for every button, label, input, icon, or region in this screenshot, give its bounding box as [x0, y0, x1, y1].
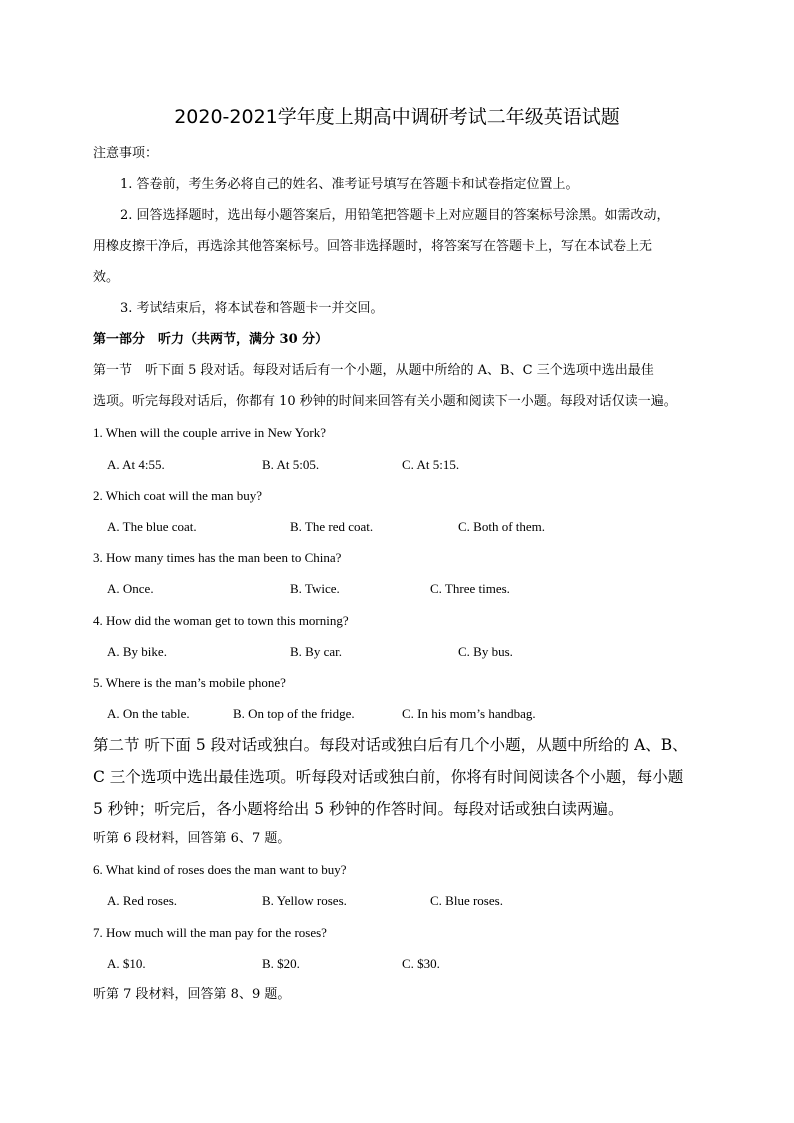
material-7-instruction: 听第 7 段材料，回答第 8、9 题。 [93, 987, 291, 1002]
question-6-option-b: B. Yellow roses. [262, 893, 347, 908]
question-2-option-b: B. The red coat. [290, 519, 374, 534]
question-1-option-c: C. At 5:15. [402, 457, 460, 472]
question-4-option-b: B. By car. [290, 644, 342, 659]
question-2-option-a: A. The blue coat. [107, 519, 197, 534]
notice-item-3: 3. 考试结束后，将本试卷和答题卡一并交回。 [120, 301, 384, 316]
question-5-option-a: A. On the table. [107, 706, 190, 721]
question-5: 5. Where is the man’s mobile phone? [93, 675, 286, 690]
question-6-option-a: A. Red roses. [107, 893, 178, 908]
question-5-option-c: C. In his mom’s handbag. [402, 706, 536, 721]
question-6-option-c: C. Blue roses. [430, 893, 503, 908]
question-1: 1. When will the couple arrive in New York? [93, 425, 326, 440]
notice-item-1: 1. 答卷前，考生务必将自己的姓名、准考证号填写在答题卡和试卷指定位置上。 [120, 177, 579, 192]
question-4: 4. How did the woman get to town this morning? [93, 613, 349, 628]
notice-item-2-line-1: 2. 回答选择题时，选出每小题答案后，用铅笔把答题卡上对应题目的答案标号涂黑。如需改动， [120, 208, 670, 223]
section2-instructions-line-1: 第二节 听下面 5 段对话或独白。每段对话或独白后有几个小题，从题中所给的 A、B、 [93, 736, 688, 754]
question-7: 7. How much will the man pay for the roses? [93, 925, 327, 940]
section2-instructions-line-3: 5 秒钟；听完后，各小题将给出 5 秒钟的作答时间。每段对话或独白读两遍。 [93, 800, 624, 818]
question-3: 3. How many times has the man been to China? [93, 550, 342, 565]
question-2: 2. Which coat will the man buy? [93, 488, 263, 503]
page-title: 2020-2021学年度上期高中调研考试二年级英语试题 [174, 106, 620, 128]
question-6: 6. What kind of roses does the man want to buy? [93, 862, 347, 877]
question-3-option-a: A. Once. [107, 581, 154, 596]
section1-instructions-line-2: 选项。听完每段对话后，你都有 10 秒钟的时间来回答有关小题和阅读下一小题。每段对话仅读一遍。 [93, 394, 677, 409]
question-1-option-a: A. At 4:55. [107, 457, 165, 472]
question-4-option-a: A. By bike. [107, 644, 167, 659]
part1-heading: 第一部分 听力（共两节，满分 30 分） [93, 332, 329, 347]
question-1-option-b: B. At 5:05. [262, 457, 320, 472]
question-7-option-c: C. $30. [402, 956, 440, 971]
section2-instructions-line-2: C 三个选项中选出最佳选项。听每段对话或独白前，你将有时间阅读各个小题，每小题 [93, 768, 684, 786]
question-5-option-b: B. On top of the fridge. [233, 706, 355, 721]
question-2-option-c: C. Both of them. [458, 519, 546, 534]
question-7-option-a: A. $10. [107, 956, 146, 971]
material-6-instruction: 听第 6 段材料，回答第 6、7 题。 [93, 831, 291, 846]
question-4-option-c: C. By bus. [458, 644, 513, 659]
notice-item-2-line-3: 效。 [93, 270, 120, 285]
question-7-option-b: B. $20. [262, 956, 300, 971]
question-3-option-c: C. Three times. [430, 581, 510, 596]
notice-item-2-line-2: 用橡皮擦干净后，再选涂其他答案标号。回答非选择题时，将答案写在答题卡上，写在本试卷上无 [93, 239, 653, 254]
section1-instructions-line-1: 第一节 听下面 5 段对话。每段对话后有一个小题，从题中所给的 A、B、C 三个选项中选出最佳 [93, 363, 654, 378]
question-3-option-b: B. Twice. [290, 581, 340, 596]
notice-heading: 注意事项： [93, 146, 159, 161]
